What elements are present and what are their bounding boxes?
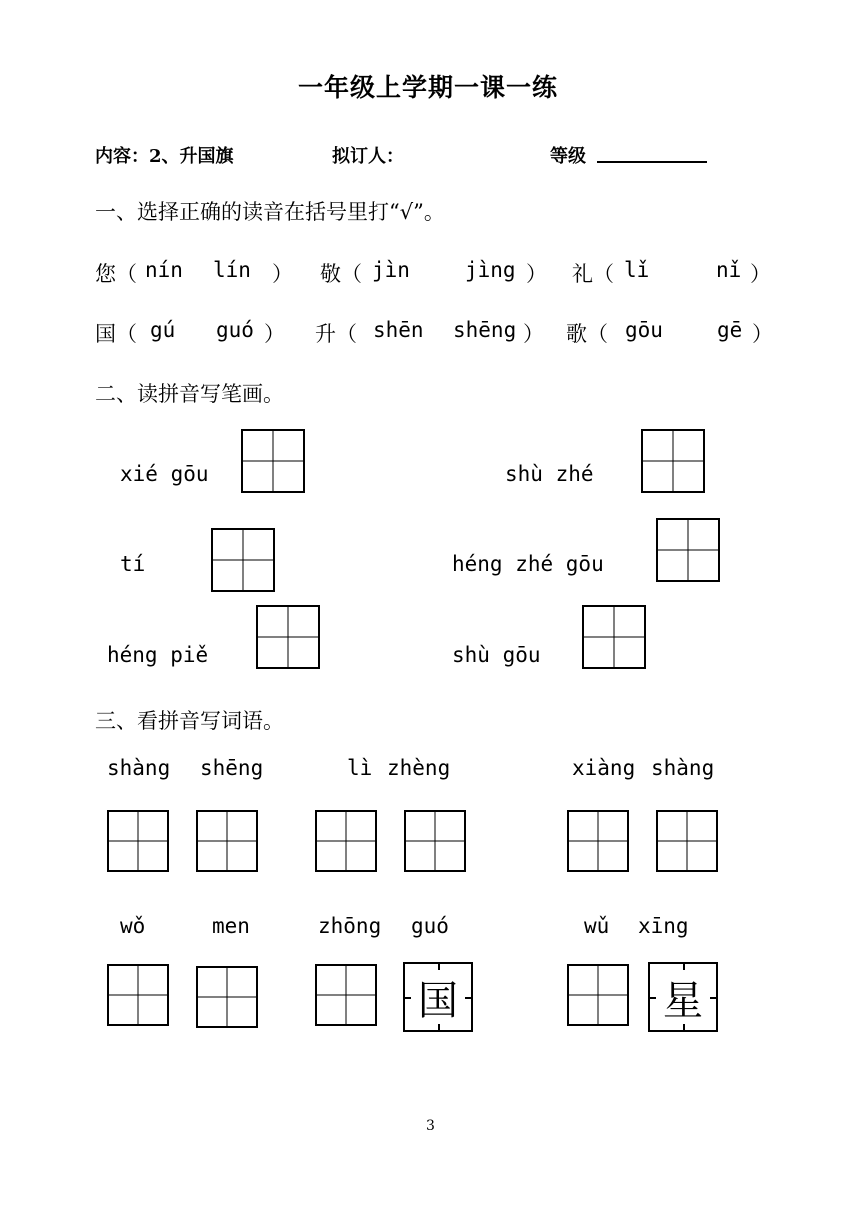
word-pinyin: shàng — [107, 756, 171, 780]
writing-grid-box[interactable] — [315, 810, 377, 872]
option-char: 您（ — [95, 262, 137, 286]
filled-char-box-xing — [648, 962, 718, 1032]
word-pinyin: men — [212, 914, 250, 938]
stroke-pinyin: héng zhé gōu — [452, 552, 604, 576]
option-pinyin-b: nǐ — [716, 258, 742, 282]
grade-label: 等级 — [550, 146, 586, 167]
option-char: 升（ — [315, 322, 357, 346]
writing-grid-box[interactable] — [582, 605, 646, 669]
option-char: 歌（ — [566, 322, 608, 346]
option-pinyin-a: gōu — [625, 318, 663, 342]
writing-grid-box[interactable] — [107, 810, 169, 872]
printed-char-guo: 国 — [418, 977, 458, 1024]
content-label: 内容：2、升国旗 — [95, 146, 234, 167]
option-close-paren: ） — [523, 322, 544, 346]
option-pinyin-b: guó — [216, 318, 254, 342]
stroke-pinyin: shù gōu — [452, 643, 541, 667]
word-pinyin: zhōng — [318, 914, 382, 938]
option-pinyin-b: shēng — [453, 318, 517, 342]
word-pinyin: zhèng — [387, 756, 451, 780]
section2-heading: 二、读拼音写笔画。 — [95, 382, 284, 406]
writing-grid-box[interactable] — [567, 964, 629, 1026]
word-pinyin: shēng — [200, 756, 264, 780]
writing-grid-box[interactable] — [196, 966, 258, 1028]
option-pinyin-a: shēn — [373, 318, 424, 342]
writing-grid-box[interactable] — [196, 810, 258, 872]
option-pinyin-a: lǐ — [624, 258, 650, 282]
author-label: 拟订人： — [332, 146, 404, 167]
writing-grid-box[interactable] — [404, 810, 466, 872]
option-close-paren: ） — [272, 262, 293, 286]
stroke-pinyin: shù zhé — [505, 462, 594, 486]
word-pinyin: xīng — [638, 914, 689, 938]
writing-grid-box[interactable] — [211, 528, 275, 592]
option-close-paren: ） — [526, 262, 547, 286]
option-char: 国（ — [95, 322, 137, 346]
writing-grid-box[interactable] — [567, 810, 629, 872]
writing-grid-box[interactable] — [256, 605, 320, 669]
option-close-paren: ） — [752, 322, 773, 346]
option-char: 敬（ — [320, 262, 362, 286]
section1-heading: 一、选择正确的读音在括号里打“√”。 — [95, 200, 445, 224]
option-pinyin-b: gē — [717, 318, 743, 342]
word-pinyin: xiàng — [572, 756, 636, 780]
option-char: 礼（ — [572, 262, 614, 286]
grade-blank-line — [597, 161, 707, 163]
stroke-pinyin: tí — [120, 552, 146, 576]
option-close-paren: ） — [750, 262, 771, 286]
stroke-pinyin: xié gōu — [120, 462, 209, 486]
word-pinyin: guó — [411, 914, 449, 938]
writing-grid-box[interactable] — [241, 429, 305, 493]
section3-heading: 三、看拼音写词语。 — [95, 709, 284, 733]
stroke-pinyin: héng piě — [107, 643, 209, 667]
writing-grid-box[interactable] — [641, 429, 705, 493]
word-pinyin: wǔ — [584, 914, 610, 938]
option-pinyin-a: jìn — [372, 258, 410, 282]
option-pinyin-a: nín — [145, 258, 183, 282]
word-pinyin: wǒ — [120, 914, 146, 938]
word-pinyin: lì — [347, 756, 373, 780]
word-pinyin: shàng — [651, 756, 715, 780]
page-number: 3 — [426, 1118, 435, 1134]
option-close-paren: ） — [264, 322, 285, 346]
filled-char-box-guo — [403, 962, 473, 1032]
writing-grid-box[interactable] — [656, 518, 720, 582]
printed-char-xing: 星 — [663, 977, 703, 1024]
writing-grid-box[interactable] — [656, 810, 718, 872]
page-title: 一年级上学期一课一练 — [298, 73, 559, 102]
option-pinyin-b: lín — [213, 258, 251, 282]
option-pinyin-a: gú — [150, 318, 176, 342]
option-pinyin-b: jìng — [465, 258, 516, 282]
writing-grid-box[interactable] — [315, 964, 377, 1026]
writing-grid-box[interactable] — [107, 964, 169, 1026]
